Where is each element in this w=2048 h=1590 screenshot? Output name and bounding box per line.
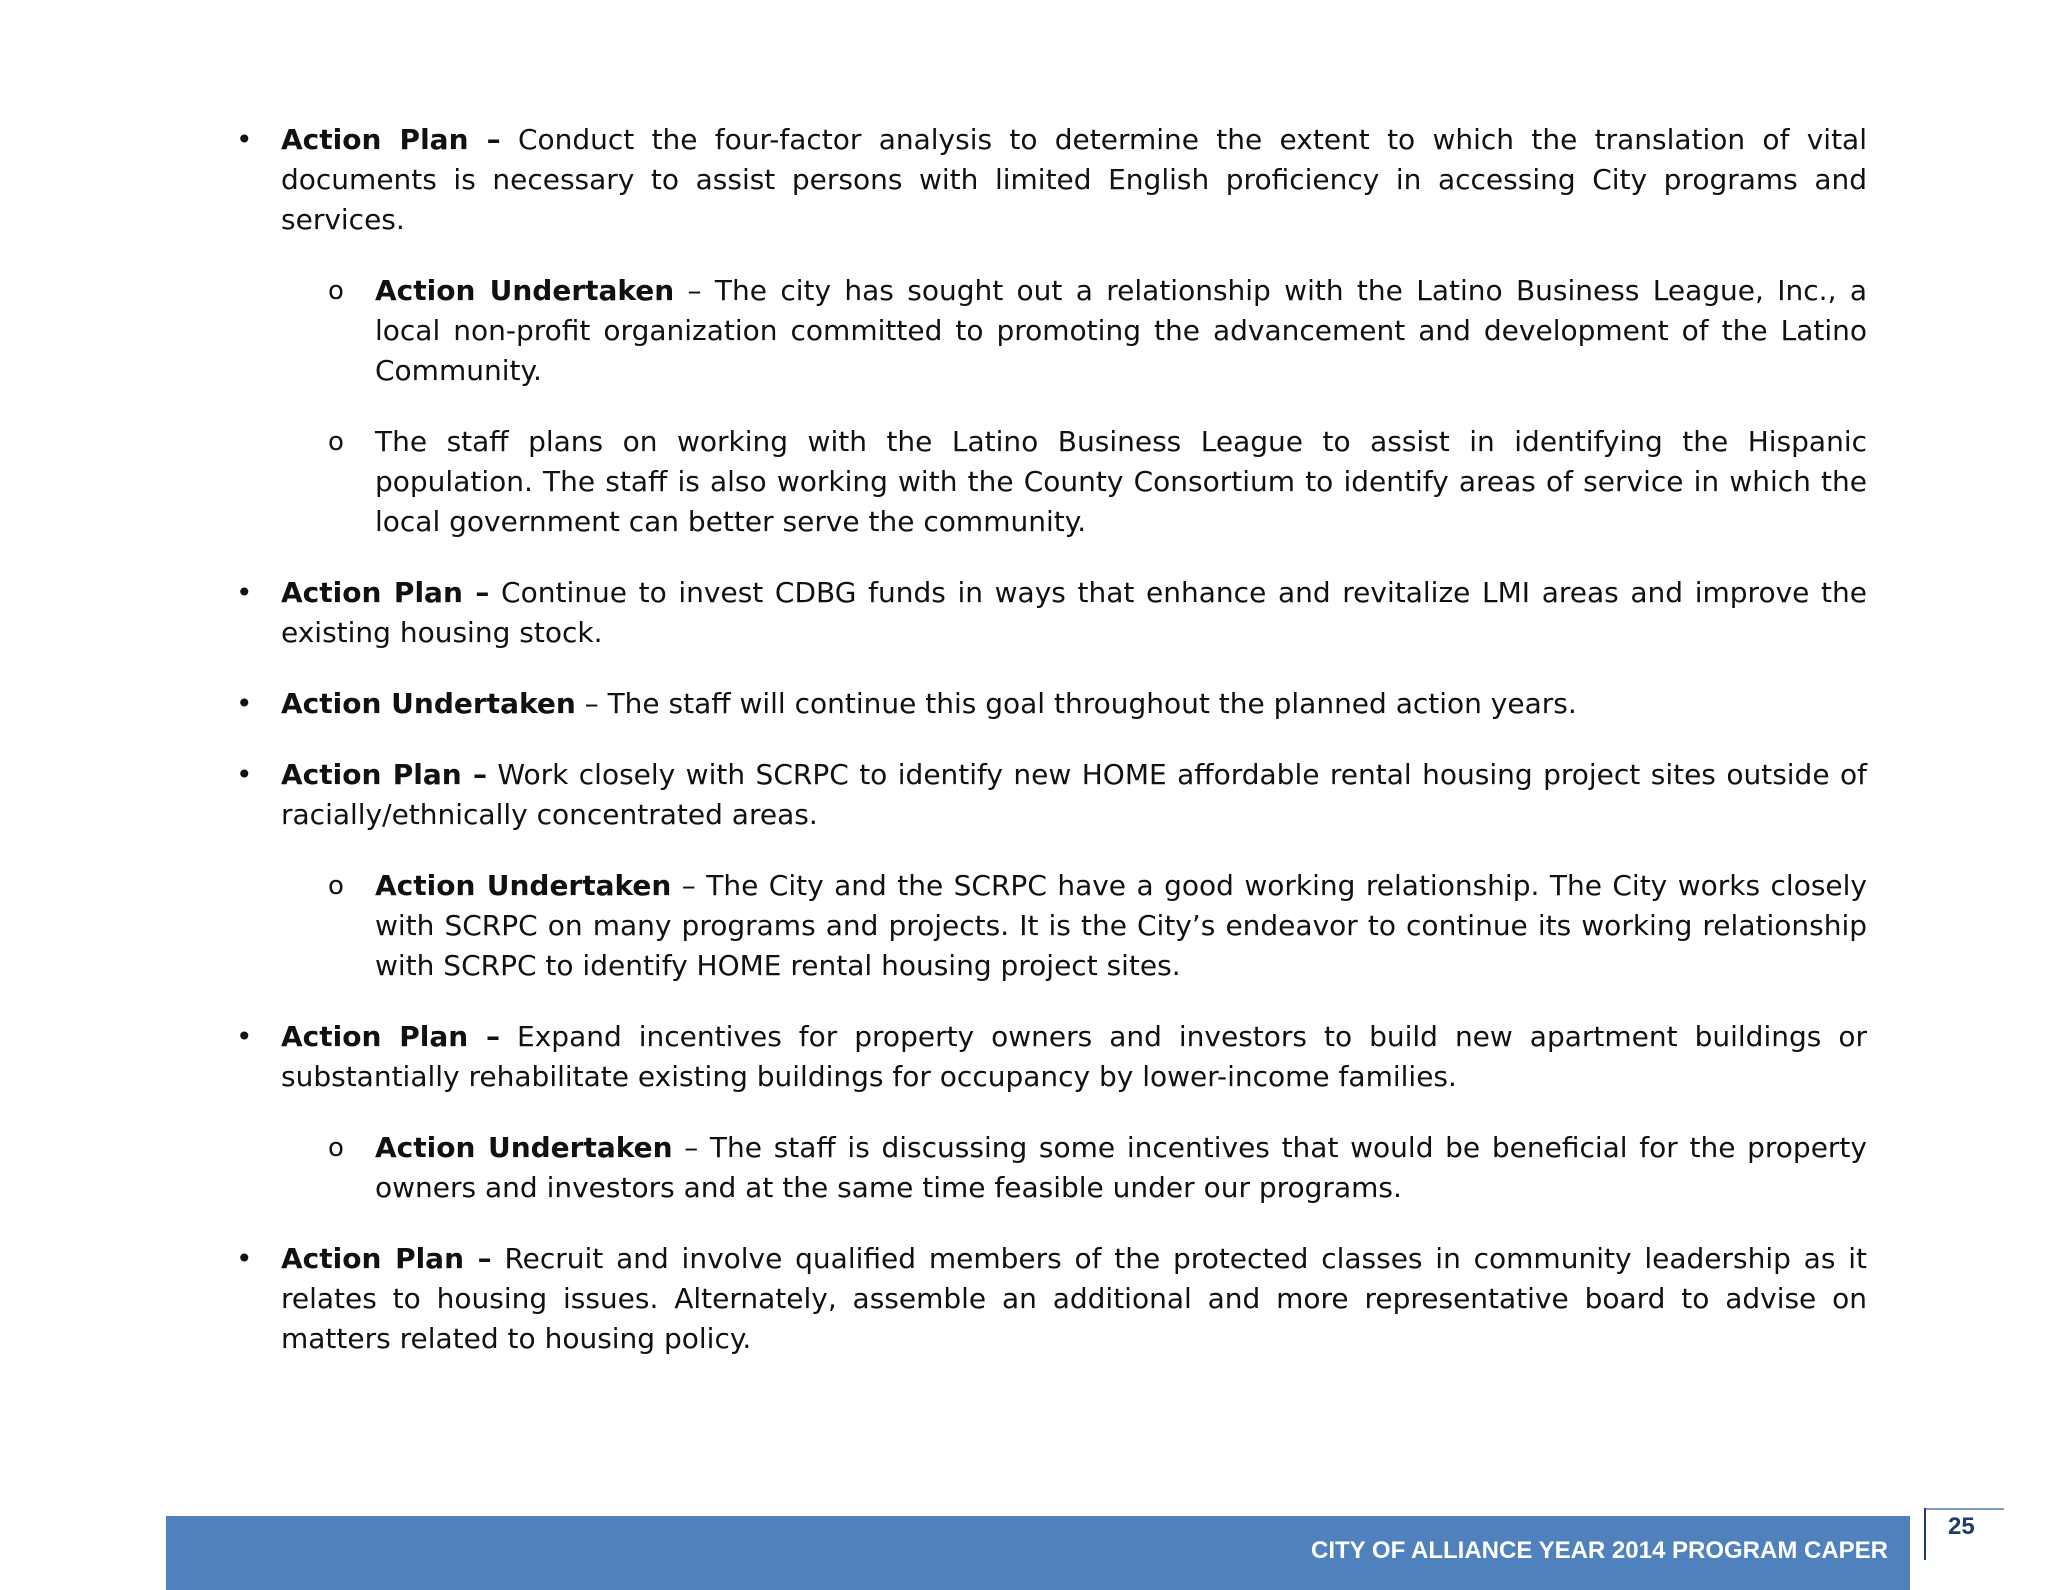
- list-item: [328, 1128, 1867, 1208]
- item-lead: Action Undertaken: [375, 274, 675, 307]
- item-text: – The city has sought out a relationship with the Latino Business League, Inc., a local non-profit organization committed to promoting the advancement and development of the Latino Community.: [375, 274, 1867, 387]
- bullet-marker: o: [328, 1133, 344, 1163]
- item-text: – The staff is discussing some incentives that would be beneficial for the property owners and investors and at the same time feasible under our programs.: [375, 1131, 1867, 1204]
- footer-bar: [166, 1516, 1910, 1590]
- item-text: Work closely with SCRPC to identify new HOME affordable rental housing project sites outside of racially/ethnically concentrated areas.: [281, 758, 1867, 831]
- document-body: [0, 120, 2048, 1359]
- bullet-marker: •: [236, 687, 253, 720]
- list-item: [236, 1239, 1867, 1359]
- list-item: [236, 755, 1867, 835]
- item-lead: Action Undertaken: [375, 1131, 673, 1164]
- list-item: [328, 271, 1867, 391]
- bullet-marker: •: [236, 1020, 253, 1053]
- list-item: [236, 573, 1867, 653]
- bullet-marker: o: [328, 427, 344, 457]
- item-text: – The staff will continue this goal throughout the planned action years.: [575, 687, 1577, 720]
- bullet-marker: •: [236, 123, 253, 156]
- item-lead: Action Plan –: [281, 1242, 492, 1275]
- item-lead: Action Plan –: [281, 123, 501, 156]
- page-number: 25: [1948, 1513, 1975, 1540]
- page-number-rule-vertical: [1924, 1508, 1926, 1560]
- bullet-marker: o: [328, 871, 344, 901]
- item-lead: Action Plan –: [281, 576, 490, 609]
- item-lead: Action Plan –: [281, 758, 487, 791]
- bullet-marker: •: [236, 576, 253, 609]
- bullet-marker: o: [328, 276, 344, 306]
- item-lead: Action Plan –: [281, 1020, 501, 1053]
- list-item: [328, 422, 1867, 542]
- item-text: Continue to invest CDBG funds in ways that enhance and revitalize LMI areas and improve the existing housing stock.: [281, 576, 1867, 649]
- bullet-marker: •: [236, 1242, 253, 1275]
- footer-title: CITY OF ALLIANCE YEAR 2014 PROGRAM CAPER: [1311, 1537, 1888, 1564]
- page-number-rule-horizontal: [1924, 1508, 2004, 1510]
- item-text: Conduct the four-factor analysis to determine the extent to which the translation of vital documents is necessary to assist persons with limited English proficiency in accessing City programs and services.: [281, 123, 1867, 236]
- item-lead: Action Undertaken: [375, 869, 672, 902]
- item-text: – The City and the SCRPC have a good working relationship. The City works closely with SCRPC on many programs and projects. It is the City’s endeavor to continue its working relationship with SCRPC to identify HOME rental housing project sites.: [375, 869, 1867, 982]
- list-item: [236, 684, 1867, 724]
- item-text: The staff plans on working with the Latino Business League to assist in identifying the Hispanic population. The staff is also working with the County Consortium to identify areas of service in which the local government can better serve the community.: [375, 425, 1867, 538]
- item-text: Expand incentives for property owners and investors to build new apartment buildings or substantially rehabilitate existing buildings for occupancy by lower-income families.: [281, 1020, 1867, 1093]
- bullet-marker: •: [236, 758, 253, 791]
- item-lead: Action Undertaken: [281, 687, 576, 720]
- item-text: Recruit and involve qualified members of the protected classes in community leadership as it relates to housing issues. Alternately, assemble an additional and more representative board to advise on matters related to housing policy.: [281, 1242, 1867, 1355]
- list-item: [236, 120, 1867, 240]
- list-item: [236, 1017, 1867, 1097]
- list-item: [328, 866, 1867, 986]
